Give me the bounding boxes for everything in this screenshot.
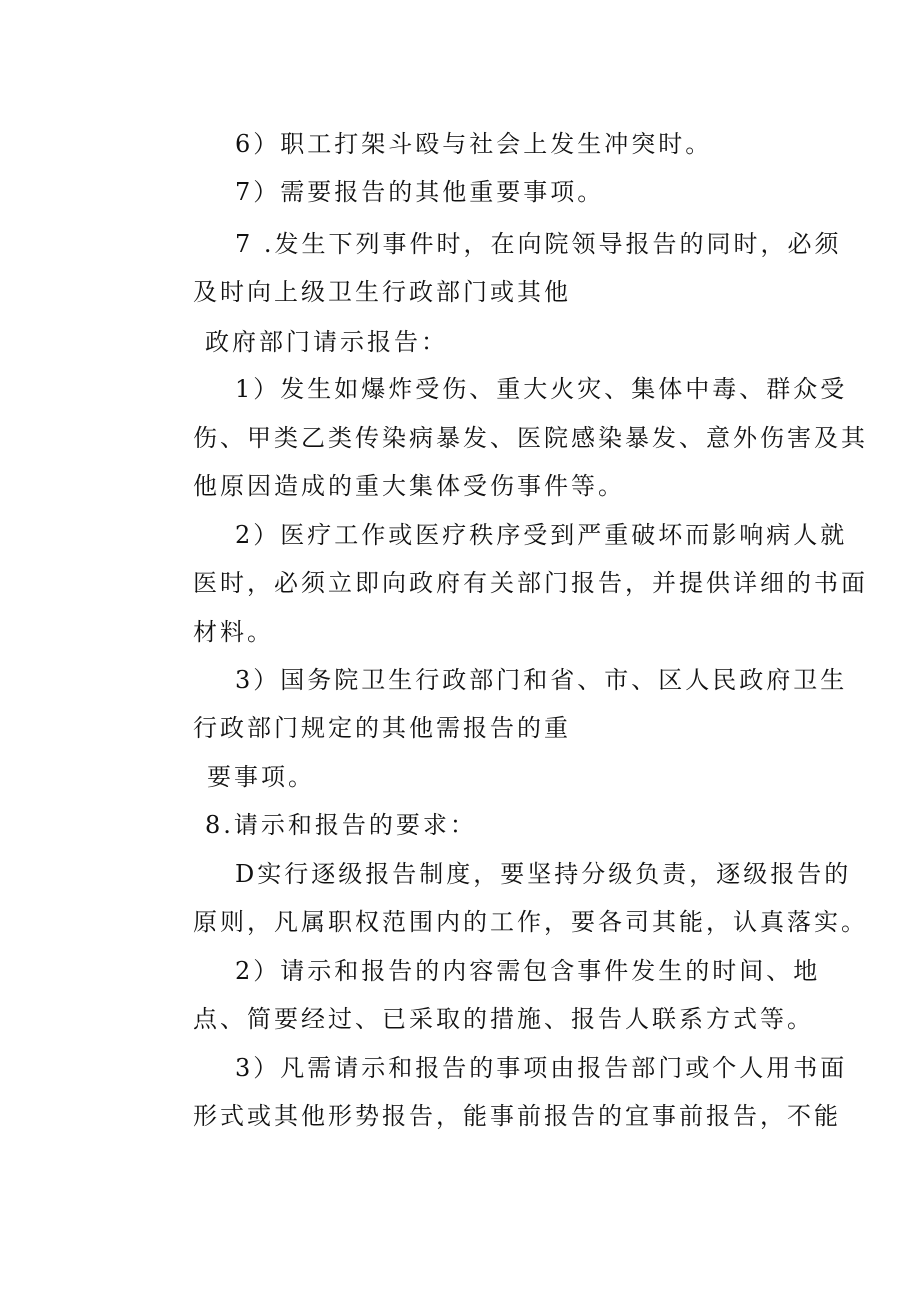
text-line: 及时向上级卫生行政部门或其他: [193, 278, 571, 306]
text-line: 7 .发生下列事件时，在向院领导报告的同时，必须: [235, 230, 842, 258]
text-line: D实行逐级报告制度，要坚持分级负责，逐级报告的: [235, 860, 852, 888]
text-line: 原则，凡属职权范围内的工作，要各司其能，认真落实。: [193, 908, 868, 936]
text-line: 政府部门请示报告：: [205, 328, 448, 356]
text-line: 行政部门规定的其他需报告的重: [193, 714, 571, 742]
text-line: 医时，必须立即向政府有关部门报告，并提供详细的书面: [193, 569, 868, 597]
text-line: 点、简要经过、已采取的措施、报告人联系方式等。: [193, 1005, 814, 1033]
text-line: 他原因造成的重大集体受伤事件等。: [193, 472, 625, 500]
text-line: 1）发生如爆炸受伤、重大火灾、集体中毒、群众受: [235, 375, 848, 403]
text-line: 3）国务院卫生行政部门和省、市、区人民政府卫生: [235, 666, 848, 694]
text-line: 2）请示和报告的内容需包含事件发生的时间、地: [235, 957, 821, 985]
text-line: 材料。: [193, 618, 274, 646]
text-line: 7）需要报告的其他重要事项。: [235, 178, 605, 206]
text-line: 6）职工打架斗殴与社会上发生冲突时。: [235, 130, 713, 158]
text-line: 形式或其他形势报告，能事前报告的宜事前报告，不能: [193, 1102, 841, 1130]
text-line: 8.请示和报告的要求：: [205, 811, 477, 839]
text-line: 伤、甲类乙类传染病暴发、医院感染暴发、意外伤害及其: [193, 424, 868, 452]
text-line: 2）医疗工作或医疗秩序受到严重破坏而影响病人就: [235, 521, 848, 549]
text-line: 3）凡需请示和报告的事项由报告部门或个人用书面: [235, 1054, 848, 1082]
text-line: 要事项。: [207, 763, 315, 791]
